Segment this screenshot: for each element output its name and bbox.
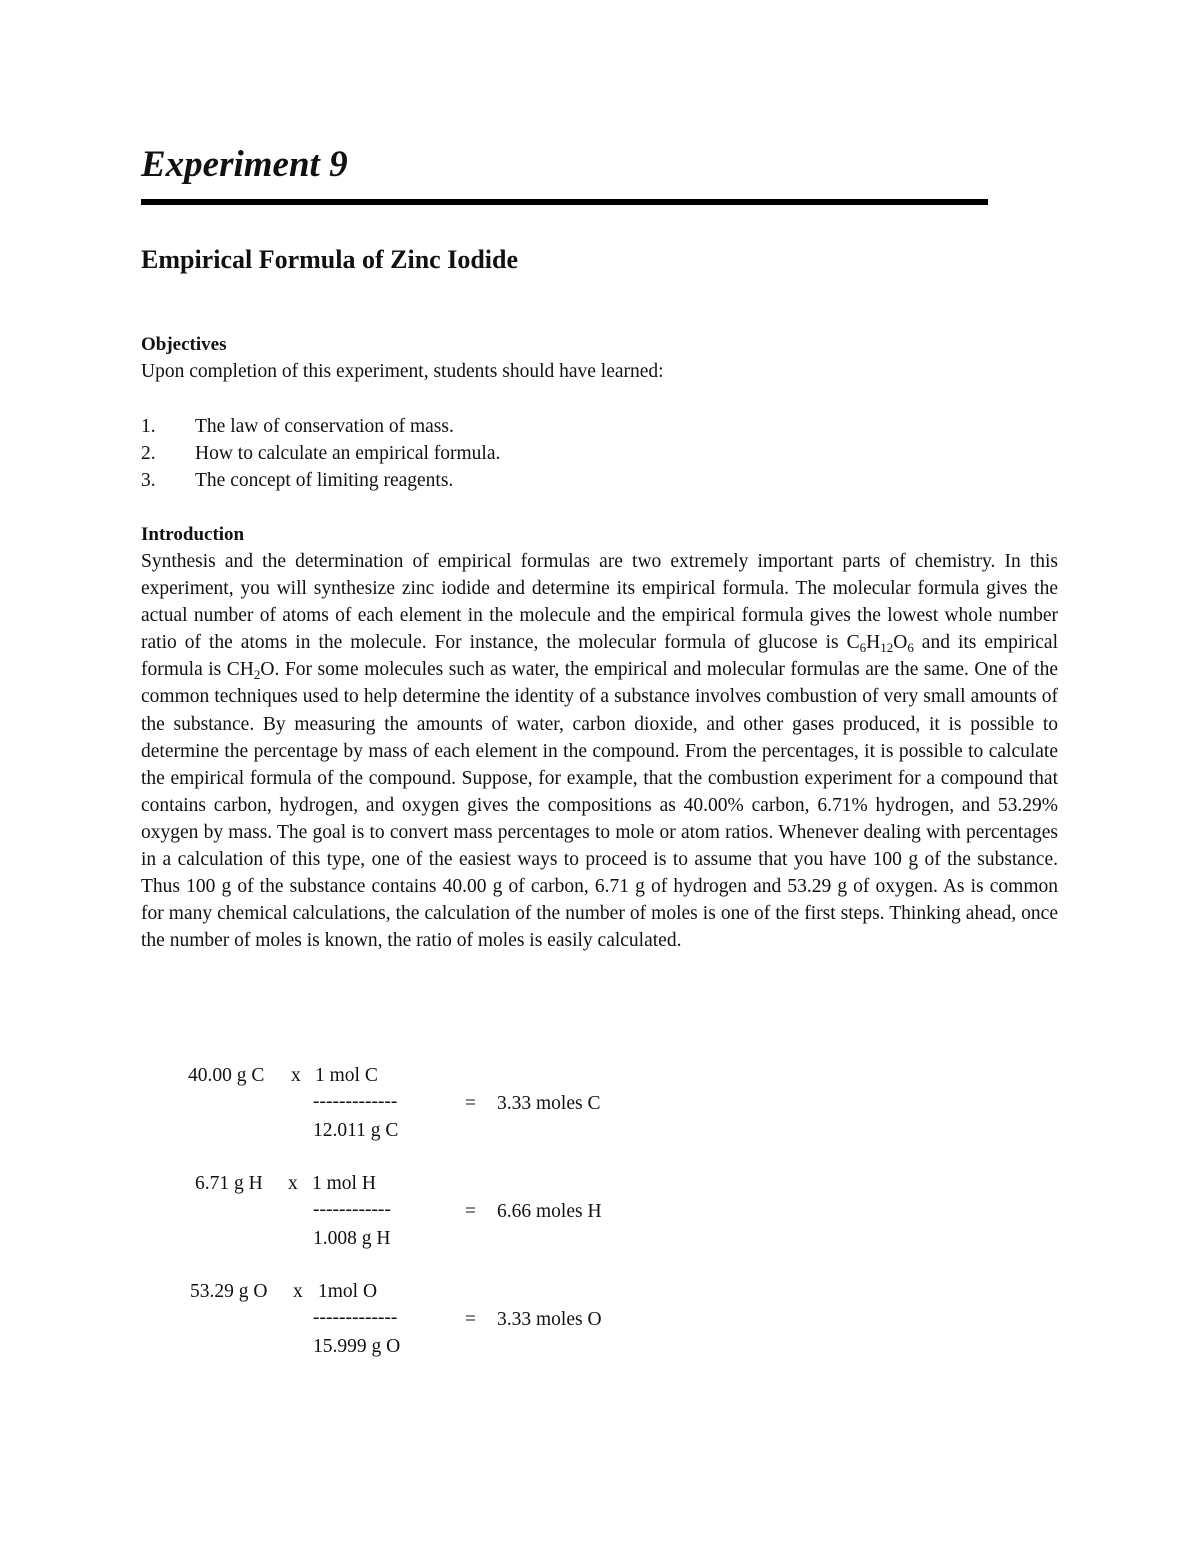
- calc-equals: =: [465, 1309, 476, 1330]
- intro-text-part-2: and its empirical formula is: [141, 632, 1058, 681]
- calc-mass: 53.29 g O: [190, 1281, 268, 1302]
- list-number: 2.: [141, 443, 156, 464]
- calc-result: 3.33 moles O: [497, 1309, 602, 1330]
- calc-equals: =: [465, 1201, 476, 1222]
- calc-times: x: [293, 1281, 303, 1302]
- list-item: [141, 413, 500, 440]
- objectives-lead: Upon completion of this experiment, students should have learned:: [141, 361, 664, 382]
- calc-fraction-bar: -------------: [313, 1091, 398, 1112]
- calc-denominator: 15.999 g O: [313, 1336, 401, 1357]
- list-item: [141, 440, 500, 467]
- calc-mass: 40.00 g C: [188, 1065, 265, 1086]
- ch2o-formula: $CH_2O$: [226, 659, 275, 683]
- title-rule: [141, 199, 988, 205]
- calc-fraction-bar: ------------: [313, 1199, 391, 1220]
- list-item: [141, 467, 500, 494]
- list-text: How to calculate an empirical formula.: [195, 443, 501, 464]
- experiment-title: Experiment 9: [141, 144, 348, 185]
- objectives-heading: Objectives: [141, 334, 227, 355]
- introduction-paragraph: [141, 548, 1058, 954]
- intro-text-part-1: Synthesis and the determination of empirical formulas are two extremely important parts of chemistry. In this experiment, you will synthesize zinc iodide and determine its empirical formula. The molecular formula gives the actual number of atoms of each element in the molecule and the empirical formula gives the lowest whole number ratio of the atoms in the molecule. For instance, the molecular formula of glucose is: [141, 551, 1058, 654]
- calc-result: 3.33 moles C: [497, 1093, 601, 1114]
- calc-equals: =: [465, 1093, 476, 1114]
- document-title: Empirical Formula of Zinc Iodide: [141, 245, 518, 274]
- calc-mass: 6.71 g H: [195, 1173, 263, 1194]
- calc-denominator: 12.011 g C: [313, 1120, 399, 1141]
- introduction-heading: Introduction: [141, 524, 245, 545]
- calc-times: x: [291, 1065, 301, 1086]
- calc-times: x: [288, 1173, 298, 1194]
- calc-fraction-bar: -------------: [313, 1307, 398, 1328]
- calc-numerator: 1mol O: [318, 1281, 378, 1302]
- calc-numerator: 1 mol C: [315, 1065, 378, 1086]
- calc-result: 6.66 moles H: [497, 1201, 602, 1222]
- list-number: 1.: [141, 416, 156, 437]
- glucose-formula: $C_6H_{12}O_6$: [846, 632, 914, 656]
- list-number: 3.: [141, 470, 156, 491]
- intro-text-part-3: . For some molecules such as water, the empirical and molecular formulas are the same. One of the common techniques used to help determine the identity of a substance involves combustion of very small amounts of the substance. By measuring the amounts of water, carbon dioxide, and other gases produced, it is possible to determine the percentage by mass of each element in the compound. From the percentages, it is possible to calculate the empirical formula of the compound. Suppose, for example, that the combustion experiment for a compound that contains carbon, hydrogen, and oxygen gives the compositions as 40.00% carbon, 6.71% hydrogen, and 53.29% oxygen by mass. The goal is to convert mass percentages to mole or atom ratios. Whenever dealing with percentages in a calculation of this type, one of the easiest ways to proceed is to assume that you have 100 g of the substance. Thus 100 g of the substance contains 40.00 g of carbon, 6.71 g of hydrogen and 53.29 g of oxygen. As is common for many chemical calculations, the calculation of the number of moles is one of the first steps. Thinking ahead, once the number of moles is known, the ratio of moles is easily calculated.: [141, 659, 1059, 952]
- objectives-list: [141, 413, 500, 494]
- calculation-oxygen: [0, 1278, 602, 1521]
- list-text: The law of conservation of mass.: [195, 416, 454, 437]
- calc-denominator: 1.008 g H: [313, 1228, 391, 1249]
- list-text: The concept of limiting reagents.: [195, 470, 454, 491]
- calc-numerator: 1 mol H: [312, 1173, 376, 1194]
